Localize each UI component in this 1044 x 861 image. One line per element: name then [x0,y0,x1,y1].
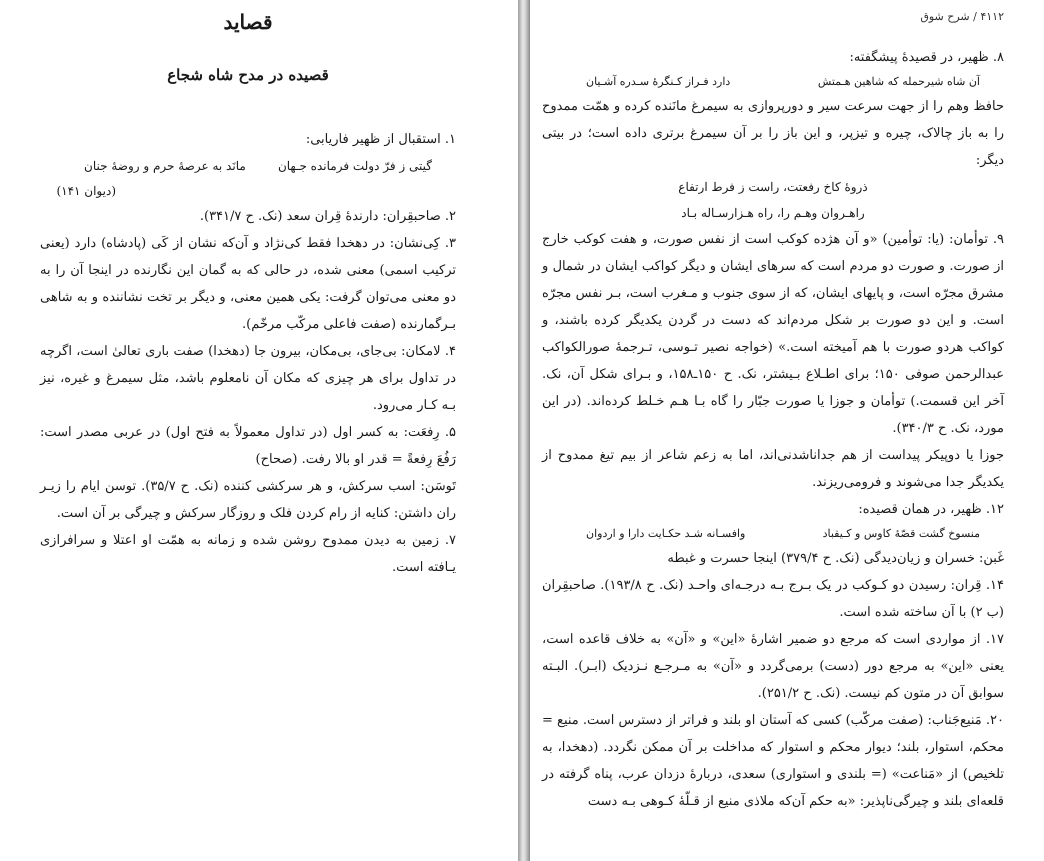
note-14: ۱۴. قِران: رسیدن دو کـوکب در یک بـرج بـه درجـه‌ای واحـد (نک. ح ۱۹۳/۸). صاحبقِران (ب ۲) با آن ساخته شده است. [542,578,1005,620]
running-head: ۴۱۱۲ / شرح شوق [920,10,1004,23]
note-9-jawza: جوزا یا دوپیکر پیداست از هم جداناشدنی‌اند، اما به زعم شاعر از بیم تیغ ممدوح از یکدیگر جدا می‌شوند و فرومی‌ریزند. [542,448,1004,490]
verse-12-hemistich-a: منسوخ گشت قصّهٔ کاوس و کـیقباد [822,527,980,540]
verse-1-hemistich-a: گیتی ز فرّ دولت فرمانده جـهان [277,159,432,173]
right-page-content [542,44,1004,815]
book-gutter [518,0,530,861]
verse-8-hemistich-b: دارد فـراز کـنگرهٔ سـدره آشـیان [586,75,731,88]
note-8: ۸. ظهیر، در قصیدهٔ پیشگفته: [849,50,1004,65]
left-page-content [40,66,456,581]
note-5: ۵. رِفعَت: به کسر اول (در تداول معمولاً به فتح اول) در عربی مصدر است: رَفُعَ رِفعةً = قدر او بالا رفت. (صحاح) [40,425,456,467]
note-12-ghabn: غَبن: خسران و زیان‌دیدگی (نک. ح ۳۷۹/۴) اینجا حسرت و غبطه [667,551,1004,566]
verse-8b-line-2: راهـروان وهـم را، راه هـزارسـاله بـاد [681,206,865,220]
note-12: ۱۲. ظهیر، در همان قصیده: [858,502,1004,517]
note-4: ۴. لامکان: بی‌جای، بی‌مکان، بیرون جا (دهخدا) صفت باری تعالیٰ است، اگرچه در تداول برای هر چیزی که مکان آن نامعلوم باشد، مثل سیمرغ و غیره، نیز بـه کـار می‌رود. [40,344,456,413]
verse-8-hemistich-a: آن شاه شیرحمله که شاهین هـمتش [817,75,980,88]
verse-8b-line-1: ذروهٔ کاخ رفعتت، راست ز فرط ارتفاع [678,180,868,194]
verse-1-hemistich-b: مانَد به عرصهٔ حرم و روضهٔ جنان [84,159,246,173]
note-9: ۹. توأمان: (یا: توأمین) «و آن هژده کوکب است از نفس صورت، و هفت کوکب خارج از صورت. و صورت دو مردم است که سرهای ایشان و دیگر کواکب ایشان در شمال و مشرق مجرّه است، و پایهای ایشان، که از سوی جنوب و مـغرب است، بـر نفس مجرّه است. و این دو صورت بر شکل مردم‌اند که دست در گردن یکدیگر کرده باشند، و کواکب هردو صورت با هم آمیخته است.» (خواجه نصیر تـوسی، تـرجمهٔ صورالکواکب عبدالرحمن صوفی ۱۵۰؛ برای اطـلاع بـیشتر، نک. ح ۱۵۰ـ۱۵۸، و بـرای شکل آن، نک. آخر این قسمت.) توأمان و جوزا یا صورت جبّار را گاه بـا هـم خـلط کرده‌اند. (در این مورد، نک. ح ۳۴۰/۳). [542,232,1005,436]
section-title: قصاید [223,10,273,34]
note-7: ۷. زمین به دیدن ممدوح روشن شده و زمانه به همّت او اعتلا و سرافرازی یـافته است. [40,533,456,575]
verse-12-hemistich-b: وافسـانه شـد حکـایت دارا و اردوان [586,527,746,540]
verse-1 [40,153,456,179]
note-8-body: حافظ وهم را از جهت سرعت سیر و دورپروازی به سیمرغ مانَنده کرده و همّت ممدوح را به باز چالاک، چیره و تیزپر، و این باز را بر آن سیمرغ برتری داده است؛ در بیتی دیگر: [542,99,1004,168]
note-5-tosan: تَوسَن: اسب سرکش، و هر سرکشی کننده (نک. ح ۳۵/۷). توسن ایام را زیـر ران داشتن: کنایه از رام کردن فلک و روزگار سرکش و چیرگی بر آن است. [40,479,456,521]
right-page [530,0,1044,861]
note-1: ۱. استقبال از ظهیر فاریابی: [305,132,456,147]
verse-12 [542,523,1004,545]
note-17: ۱۷. از مواردی است که مرجع دو ضمیر اشارهٔ «این» و «آن» به خلاف قاعده است، یعنی «این» به مرجع دور (دست) برمی‌گردد و «آن» به مـرجـع نـزدیک (ابـر). البـته سوابق آن در متون کم نیست. (نک. ح ۲۵۱/۲). [542,632,1004,701]
note-2: ۲. صاحبقِران: دارندهٔ قِران سعد (نک. ح ۳۴۱/۷). [199,209,456,224]
diwan-reference: (دیوان ۱۴۱) [56,184,116,198]
verse-8 [542,71,1004,93]
note-3: ۳. کِی‌نشان: در دهخدا فقط کی‌نژاد و آن‌که نشان از کَی (پادشاه) دارد (یعنی ترکیب اسمی) معنی شده، در حالی که به گمان این نگارنده در اینجا آن را به دو معنی می‌توان گرفت: یکی همین معنی، و دیگر بر تخت نشاننده و به شاهی بـرگمارنده (صفت فاعلی مرکّب مرخّم). [40,236,456,332]
left-page [0,0,518,861]
poem-subtitle: قصیده در مدح شاه شجاع [167,66,329,84]
note-20: ۲۰. مَنیع‌جَناب: (صفت مرکّب) کسی که آستان او بلند و فراتر از دسترس است. منیع = محکم، استوار، بلند؛ دیوار محکم و استوار که مداخلت بر آن ممکن نگردد. (دهخدا، به تلخیص) از «مَناعت» (= بلندی و استواری) سعدی، دربارهٔ دزدان عرب، پناه گرفته در قلعه‌ای بلند و چیرگی‌ناپذیر: «به حکم آن‌که ملاذی منیع از قـلّهٔ کـوهی بـه دست [542,713,1004,809]
